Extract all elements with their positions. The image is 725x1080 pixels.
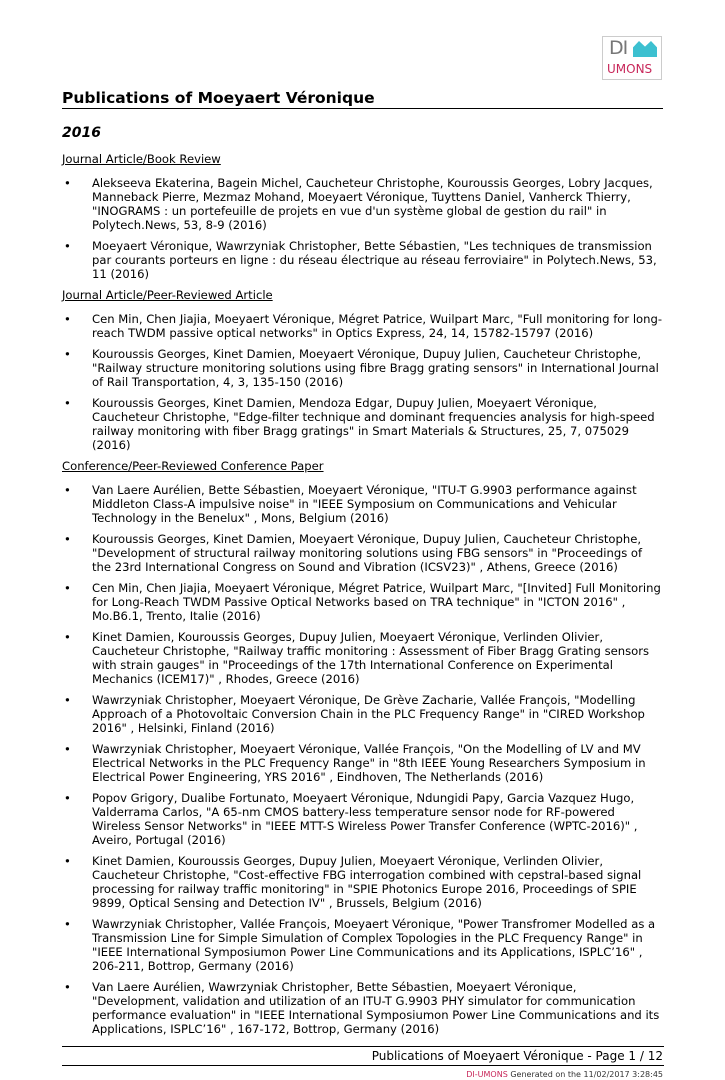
section-list [62,176,664,281]
section-list [62,483,664,1036]
list-item: • Moeyaert Véronique, Wawrzyniak Christopher, Bette Sébastien, "Les techniques de transmission par courants porteurs en ligne : du réseau électrique au réseau ferroviaire" in Polytech.News, 53, 11 (2016) [62,239,664,281]
list-item: • Cen Min, Chen Jiajia, Moeyaert Véronique, Mégret Patrice, Wuilpart Marc, "[Invited] Full Monitoring for Long-Reach TWDM Passive Optical Networks based on TRA technique" in "ICTON 2016" , Mo.B6.1, Trento, Italie (2016) [62,581,664,623]
generated-info [62,1069,664,1080]
list-item: • Wawrzyniak Christopher, Moeyaert Véronique, Vallée François, "On the Modelling of LV and MV Electrical Networks in the PLC Frequency Range" in "8th IEEE Young Researchers Symposium in Electrical Power Engineering, YRS 2016" , Eindhoven, The Netherlands (2016) [62,742,664,784]
section-heading: Journal Article/Book Review [62,152,221,166]
list-item: • Van Laere Aurélien, Bette Sébastien, Moeyaert Véronique, "ITU-T G.9903 performance against Middleton Class-A impulsive noise" in "IEEE Symposium on Communications and Vehicular Technology in the Benelux" , Mons, Belgium (2016) [62,483,664,525]
list-item: • Kouroussis Georges, Kinet Damien, Moeyaert Véronique, Dupuy Julien, Caucheteur Christophe, "Development of structural railway monitoring solutions using FBG sensors" in "Proceedings of the 23rd International Congress on Sound and Vibration (ICSV23)" , Athens, Greece (2016) [62,532,664,574]
list-item: • Cen Min, Chen Jiajia, Moeyaert Véronique, Mégret Patrice, Wuilpart Marc, "Full monitoring for long-reach TWDM passive optical networks" in Optics Express, 24, 14, 15782-15797 (2016) [62,312,664,340]
page-body [62,125,664,1080]
title-divider [62,108,663,109]
logo-di: DI [609,37,628,59]
list-item: • Kinet Damien, Kouroussis Georges, Dupuy Julien, Moeyaert Véronique, Verlinden Olivier, Caucheteur Christophe, "Cost-effective FBG interrogation combined with cepstral-based signal processing for railway traffic monitoring" in "SPIE Photonics Europe 2016, Proceedings of SPIE 9899, Optical Sensing and Detection IV" , Brussels, Belgium (2016) [62,854,664,910]
list-item: • Wawrzyniak Christopher, Moeyaert Véronique, De Grève Zacharie, Vallée François, "Modelling Approach of a Photovoltaic Conversion Chain in the PLC Frequency Range" in "CIRED Workshop 2016" , Helsinki, Finland (2016) [62,693,664,735]
list-item: • Kinet Damien, Kouroussis Georges, Dupuy Julien, Moeyaert Véronique, Verlinden Olivier, Caucheteur Christophe, "Railway traffic monitoring : Assessment of Fiber Bragg Grating sensors with strain gauges" in "Proceedings of the 17th International Conference on Experimental Mechanics (ICEM17)" , Rhodes, Greece (2016) [62,630,664,686]
book-icon [633,41,657,57]
publication-list [62,125,664,1036]
section-list [62,312,664,452]
footer-page: Publications of Moeyaert Véronique - Page 1 / 12 [371,1049,663,1063]
list-item: • Kouroussis Georges, Kinet Damien, Moeyaert Véronique, Dupuy Julien, Caucheteur Christophe, "Railway structure monitoring solutions using fibre Bragg grating sensors" in International Journal of Rail Transportation, 4, 3, 135-150 (2016) [62,347,664,389]
section-heading: Conference/Peer-Reviewed Conference Paper [62,459,324,473]
list-item: • Van Laere Aurélien, Wawrzyniak Christopher, Bette Sébastien, Moeyaert Véronique, "Development, validation and utilization of an ITU-T G.9903 PHY simulator for communication performance evaluation" in "IEEE International Symposiumon Power Line Communications and its Applications, ISPLC’16" , 167-172, Bottrop, Germany (2016) [62,980,664,1036]
footer-divider-2 [62,1065,664,1066]
logo-umons: UMONS [607,62,653,76]
page-title: Publications of Moeyaert Véronique [62,89,375,107]
list-item: • Kouroussis Georges, Kinet Damien, Mendoza Edgar, Dupuy Julien, Moeyaert Véronique, Caucheteur Christophe, "Edge-filter technique and dominant frequencies analysis for high-speed railway monitoring with fiber Bragg gratings" in Smart Materials & Structures, 25, 7, 075029 (2016) [62,396,664,452]
generated-date: Generated on the 11/02/2017 3:28:45 [510,1070,663,1079]
list-item: • Popov Grigory, Dualibe Fortunato, Moeyaert Véronique, Ndungidi Papy, Garcia Vazquez Hugo, Valderrama Carlos, "A 65-nm CMOS battery-less temperature sensor node for RF-powered Wireless Sensor Networks" in "IEEE MTT-S Wireless Power Transfer Conference (WPTC-2016)" , Aveiro, Portugal (2016) [62,791,664,847]
brand: DI-UMONS [466,1070,508,1079]
page-footer [62,1046,664,1080]
list-item: • Wawrzyniak Christopher, Vallée François, Moeyaert Véronique, "Power Transfromer Modelled as a Transmission Line for Simple Simulation of Complex Topologies in the PLC Frequency Range" in "IEEE International Symposiumon Power Line Communications and its Applications, ISPLC’16" , 206-211, Bottrop, Germany (2016) [62,917,664,973]
section-heading: Journal Article/Peer-Reviewed Article [62,288,273,302]
list-item: • Alekseeva Ekaterina, Bagein Michel, Caucheteur Christophe, Kouroussis Georges, Lobry Jacques, Manneback Pierre, Mezmaz Mohand, Moeyaert Véronique, Tuyttens Daniel, Vanherck Thierry, "INOGRAMS : un portefeuille de projets en vue d'un système global de gestion du rail" in Polytech.News, 53, 8-9 (2016) [62,176,664,232]
year-heading: 2016 [62,125,101,141]
di-umons-logo [602,36,662,80]
